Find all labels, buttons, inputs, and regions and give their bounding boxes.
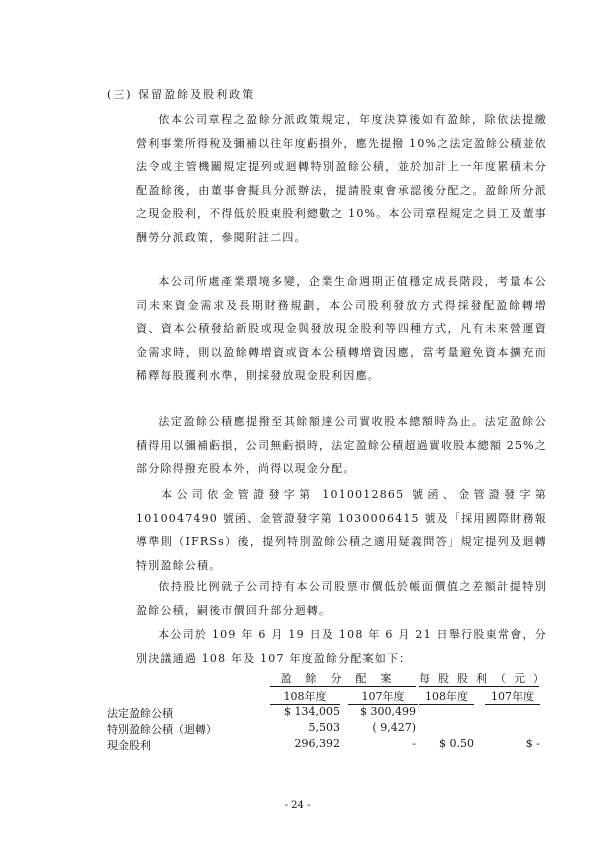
value-cell: -: [412, 737, 416, 750]
paragraph-text: 法定盈餘公積應提撥至其餘額達公司實收股本總額時為止。法定盈餘公積得用以彌補虧損，公司無虧損時，法定盈餘公積超過實收股本總額 25%之部分除得撥充股本外，尚得以現金分配。: [136, 415, 547, 475]
table-year-row: [107, 688, 547, 704]
header-dividend-per-share: 每股股利（元）: [419, 672, 552, 685]
year-column-header: 108年度: [270, 688, 340, 705]
value-cell: $ 0.50: [439, 737, 474, 750]
page-number: - 24 -: [284, 800, 311, 811]
year-column-header: 107年度: [485, 688, 540, 705]
paragraph-dividend-policy: [136, 108, 547, 249]
table-row: [107, 721, 547, 737]
value-cell: $ 300,499: [360, 705, 416, 718]
paragraph-shareholder-meeting: [136, 623, 547, 670]
row-label: 現金股利: [107, 739, 151, 752]
section-heading: (三) 保留盈餘及股利政策: [107, 88, 256, 101]
table-header-row: [107, 670, 552, 686]
year-column-header: 107年度: [348, 688, 418, 705]
paragraph-text: 依本公司章程之盈餘分派政策規定，年度決算後如有盈餘，除依法提繳營利事業所得稅及彌補以往年度虧損外，應先提撥 10%之法定盈餘公積並依法令或主管機關規定提列或迴轉特別盈餘公積，並於加計上一年度累積未分配盈餘後，由董事會擬具分派辦法，提請股東會承認後分配之。盈餘所分派之現金股利，不得低於股東股利總數之 10%。本公司章程規定之員工及董事酬勞分派政策，參閱附註二四。: [136, 113, 547, 244]
paragraph-legal-reserve: [136, 410, 547, 481]
value-cell: 5,503: [308, 721, 340, 734]
value-cell: ( 9,427): [372, 721, 416, 734]
value-cell: 296,392: [294, 737, 340, 750]
paragraph-industry-environment: [136, 270, 547, 388]
paragraph-text: 本公司所處產業環境多變，企業生命週期正值穩定成長階段，考量本公司未來資金需求及長期財務規劃，本公司股利發放方式得採發配盈餘轉增資、資本公積發給新股或現金與發放現金股利等四種方式，凡有未來營運資金需求時，則以盈餘轉增資或資本公積轉增資因應，當考量避免資本擴充而稀釋每股獲利水準，則採發放現金股利因應。: [136, 275, 547, 382]
row-label: 法定盈餘公積: [107, 707, 173, 720]
paragraph-special-reserve-rules: [136, 483, 547, 577]
paragraph-subsidiary-holdings: [136, 575, 547, 622]
table-row: [107, 737, 547, 753]
table-row: [107, 705, 547, 721]
row-label: 特別盈餘公積（迴轉）: [107, 723, 217, 736]
value-cell: $ 134,005: [284, 705, 340, 718]
header-distribution: 盈餘分配案: [270, 670, 416, 687]
year-column-header: 108年度: [419, 688, 474, 705]
value-cell: $ -: [525, 737, 540, 750]
paragraph-text: 依持股比例就子公司持有本公司股票市價低於帳面價值之差額計提特別盈餘公積，嗣後市價回升部分迴轉。: [136, 580, 547, 617]
paragraph-text: 本公司於 109 年 6 月 19 日及 108 年 6 月 21 日舉行股東常會，分別決議通過 108 年及 107 年度盈餘分配案如下：: [136, 628, 547, 665]
paragraph-text: 本公司依金管證發字第 1010012865 號函、金管證發字第1010047490 號函、金管證發字第 1030006415 號及「採用國際財務報導準則（IFRSs）後，提列特別盈餘公積之適用疑義問答」規定提列及迴轉特別盈餘公積。: [136, 488, 547, 572]
